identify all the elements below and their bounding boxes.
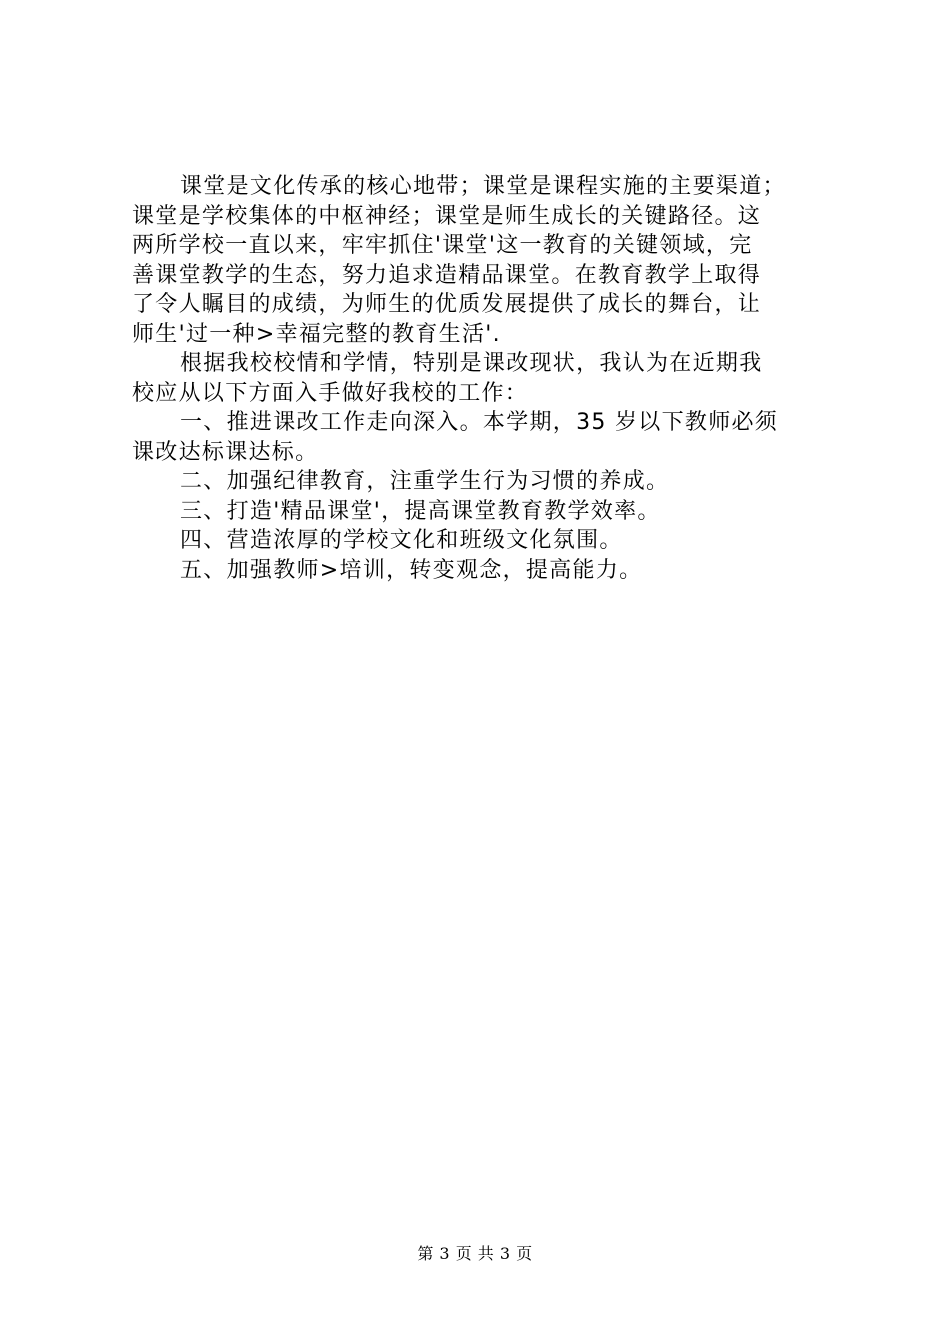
paragraph-line: 根据我校校情和学情，特别是课改现状，我认为在近期我 [180,351,763,376]
paragraph-line: 师生'过一种>幸福完整的教育生活'. [132,321,501,347]
list-item-line: 一、推进课改工作走向深入。本学期，35 岁以下教师必须 [180,410,779,435]
list-item-line: 二、加强纪律教育，注重学生行为习惯的养成。 [180,469,670,494]
paragraph-line: 了令人瞩目的成绩，为师生的优质发展提供了成长的舞台，让 [132,292,762,317]
page-footer [0,1243,950,1265]
paragraph-line: 课堂是文化传承的核心地带；课堂是课程实施的主要渠道； [180,174,786,199]
list-item-line: 四、营造浓厚的学校文化和班级文化氛围。 [180,528,623,553]
page-number: 第 3 页 共 3 页 [417,1244,533,1263]
list-item-line: 三、打造'精品课堂'，提高课堂教育教学效率。 [180,498,661,524]
list-item-line: 课改达标课达标。 [132,439,319,465]
list-item-line: 五、加强教师>培训，转变观念，提高能力。 [180,557,643,583]
document-body [132,172,838,585]
paragraph-line: 课堂是学校集体的中枢神经；课堂是师生成长的关键路径。这 [132,203,762,229]
paragraph-line: 校应从以下方面入手做好我校的工作： [132,380,529,406]
paragraph-line: 两所学校一直以来，牢牢抓住'课堂'这一教育的关键领域，完 [132,233,753,258]
paragraph-line: 善课堂教学的生态，努力追求造精品课堂。在教育教学上取得 [132,262,762,288]
